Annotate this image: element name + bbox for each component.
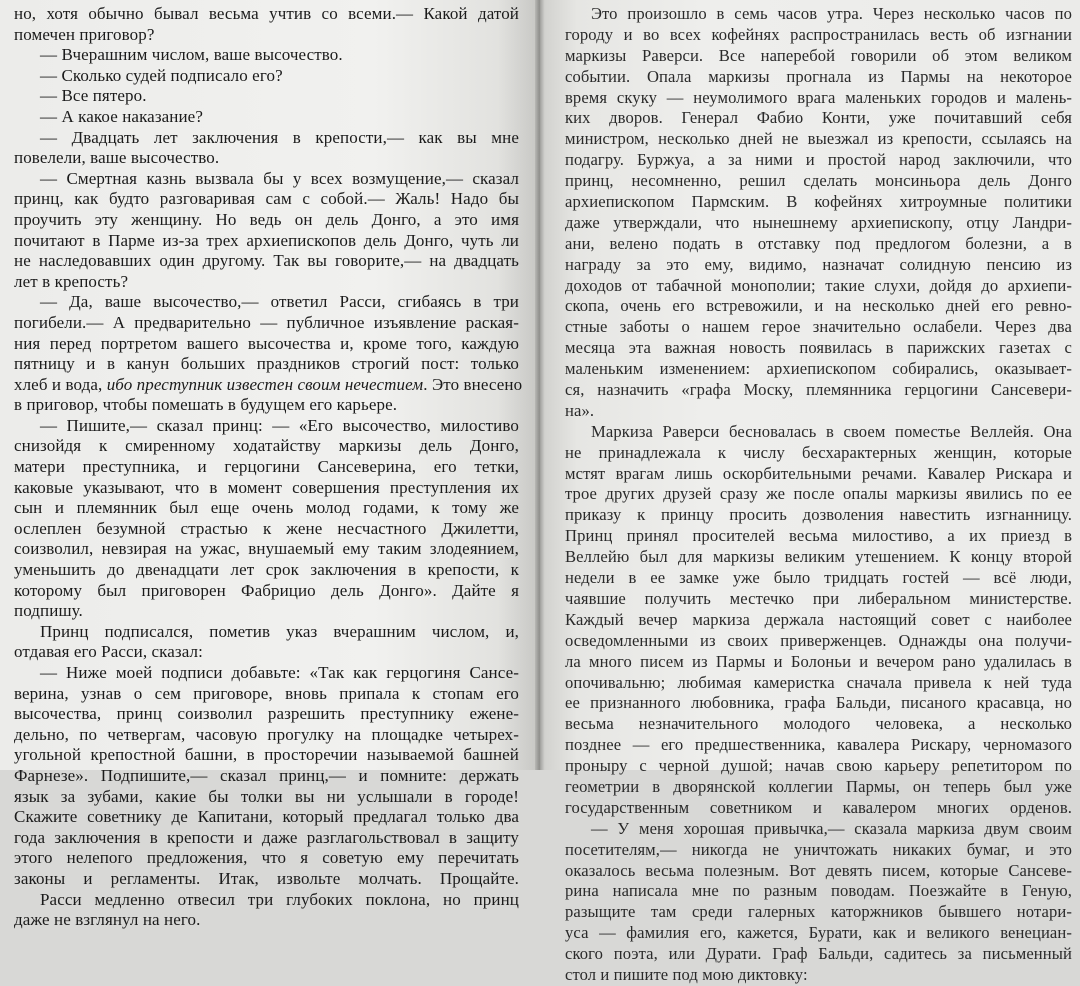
text-line: снизойдя к смиренному ходатайству маркизы дель Донго,: [14, 436, 519, 456]
text-line: ла много писем из Пармы и Болоньи и вечером рано удалилась в: [565, 651, 1072, 671]
text-line: Каждый вечер маркиза держала настоящий совет с наиболее: [565, 609, 1072, 629]
text-line: ких дворов. Генерал Фабио Конти, уже почитавший себя: [565, 108, 1072, 128]
text-line: — А какое наказание?: [40, 106, 203, 126]
text-line: высочества, принц соизволил разрешить преступнику еженe-: [14, 704, 519, 724]
text-line: принц, как будто разговаривая сам с собой.— Жаль! Надо бы: [14, 189, 519, 209]
text-line: мстят врагам лишь оскорбительными речами. Кавалер Рискара и: [565, 463, 1072, 483]
text-line: лет в крепость?: [14, 271, 129, 291]
text-line: Принц подписался, пометив указ вчерашним числом, и,: [40, 621, 519, 641]
text-line: министром, несколько дней не выезжал из крепости, ссылаясь на: [565, 129, 1072, 149]
text-line: опочивальню; любимая камеристка сначала привела к ней туда: [565, 672, 1072, 692]
text-line: каковые указывают, что в момент совершения преступления их: [14, 477, 519, 497]
text-line: Веллейю был для маркизы великим утешением. К концу второй: [565, 547, 1072, 567]
text-line: — Да, ваше высочество,— ответил Расси, сгибаясь в три: [40, 292, 519, 312]
text-line: оказалось весьма полезным. Вот девять писем, которые Сансеве-: [565, 860, 1072, 880]
text-line: позднее — его предшественника, кавалера Рискару, черномазого: [565, 735, 1072, 755]
text-line: но, хотя обычно бывал весьма учтив со всеми.— Какой датой: [14, 4, 519, 23]
text-line: даже не взглянул на него.: [14, 910, 201, 930]
text-line: года заключения в крепости и даже разглагольствовал в защиту: [14, 827, 519, 847]
text-line: геометрии в дворянской коллегии Пармы, он теперь был уже: [565, 776, 1072, 796]
left-page: [0, 0, 535, 930]
text-line: верина, узнав о сем приговоре, вновь припала к стопам его: [14, 683, 519, 703]
text-line: принц, несомненно, решил сделать монсиньора дель Донго: [565, 171, 1072, 191]
text-line: угольной крепостной башни, в просторечии называемой башней: [14, 745, 519, 765]
text-line: маленьким изменением: архиепископом собирались, оказывает-: [565, 359, 1072, 379]
text-segment: . Это внесено: [423, 374, 523, 394]
text-line: соизволил, невзирая на ужас, внушаемый ему таким злодеянием,: [14, 539, 519, 559]
text-line: сын и племянник был еще очень молод годами, к тому же: [14, 498, 519, 518]
text-line: ся, назначить «графа Моску, племянника герцогини Сансевери-: [565, 380, 1072, 400]
text-line: подагру. Буржуа, а за ними и простой народ заключили, что: [565, 150, 1072, 170]
text-line: не наследовавших один другому. Так вы говорите,— на двадцать: [14, 251, 519, 271]
text-line: месяца эта важная новость появилась в парижских газетах с: [565, 338, 1072, 358]
text-line: [14, 374, 523, 396]
text-line: чаявшие получить местечко при либеральном министерстве.: [565, 588, 1072, 608]
text-line: награду за это ему, видимо, назначат солидную пенсию из: [565, 254, 1072, 274]
text-line: погибели.— А предварительно — публичное изъявление раская-: [14, 312, 519, 332]
text-line: городу и во всех кофейнях распространилась весть об изгнании: [565, 24, 1072, 44]
text-line: ее признанного любовника, графа Бальди, писаного красавца, но: [565, 693, 1072, 713]
text-line: — Вчерашним числом, ваше высочество.: [40, 45, 343, 65]
text-line: приказу к принцу просить дозволения навестить изгнанницу.: [565, 505, 1072, 525]
text-line: ния перед портретом вашего высочества и, кроме того, каждую: [14, 333, 519, 353]
text-line: доходов от табачной монополии; такие слухи, дойдя до архиепи-: [565, 275, 1072, 295]
text-line: — Все пятеро.: [40, 86, 147, 106]
text-line: весьма незначительного молодого человека, а несколько: [565, 714, 1072, 734]
text-line: не принадлежала к числу бесхарактерных женщин, которые: [565, 442, 1072, 462]
text-line: подпишу.: [14, 601, 83, 621]
text-line: скопа, очень его встревожили, и на несколько дней его ревно-: [565, 296, 1072, 316]
text-line: осведомленными из своих приверженцев. Однажды она получи-: [565, 630, 1072, 650]
text-line: в приговор, чтобы помешать в будущем его карьере.: [14, 395, 398, 415]
text-line: ани, велено подать в отставку под предлогом болезни, а в: [565, 233, 1072, 253]
text-line: разыщите там среди галерных каторжников бывшего нотари-: [565, 902, 1072, 922]
text-line: — У меня хорошая привычка,— сказала маркиза двум своим: [591, 818, 1072, 838]
text-line: — Смертная казнь вызвала бы у всех возмущение,— сказал: [40, 168, 519, 188]
text-line: законы и регламенты. Итак, извольте молчать. Прощайте.: [14, 868, 519, 888]
text-line: которому был приговорен Фабрицио дель Донго». Дайте я: [14, 580, 519, 600]
text-line: на».: [565, 400, 595, 420]
text-line: — Пишите,— сказал принц: — «Его высочество, милостиво: [40, 415, 519, 435]
text-line: Маркиза Раверси бесновалась в своем поместье Веллейя. Она: [591, 421, 1072, 441]
text-line: отдавая его Расси, сказал:: [14, 642, 203, 662]
text-line: посетителям,— никогда не уничтожать никаких бумаг, и это: [565, 839, 1072, 859]
text-line: маркизы Раверси. Все наперебой говорили об этом великом: [565, 45, 1072, 65]
text-line: событии. Опала маркизы прогнала из Пармы на некоторое: [565, 66, 1072, 86]
text-line: — Ниже моей подписи добавьте: «Так как герцогиня Сансе-: [40, 663, 519, 682]
text-line: стол и пишите под мою диктовку:: [565, 964, 808, 984]
text-line: — Сколько судей подписало его?: [40, 65, 283, 85]
text-line: Это произошло в семь часов утра. Через несколько часов по: [591, 4, 1072, 23]
text-line: помечен приговор?: [14, 24, 155, 44]
text-line: даже утверждали, что нынешнему архиепископу, отцу Ландри-: [565, 212, 1072, 232]
text-line: уса — фамилия его, кажется, Бурати, как и великого венециан-: [565, 923, 1072, 943]
text-line: — Двадцать лет заключения в крепости,— как вы мне: [40, 127, 519, 147]
right-page: [545, 0, 1080, 984]
text-line: государственным советником и кавалером многих орденов.: [565, 797, 1072, 817]
text-segment: хлеб и вода,: [14, 374, 107, 394]
text-line: архиепископом Пармским. В кофейнях хитроумные политики: [565, 192, 1072, 212]
text-line: стные заботы о нашем герое значительно ослабели. Через два: [565, 317, 1072, 337]
text-line: этого нелепого предложения, что я советую ему перечитать: [14, 848, 519, 868]
text-line: пятницу и в канун больших праздников строгий пост: только: [14, 354, 519, 374]
text-line: Принц принял просителей весьма милостиво, а их приезд в: [565, 526, 1072, 546]
text-line: уменьшить до двенадцати лет срок заключения в крепости, к: [14, 560, 519, 580]
text-line: Фарнезе». Подпишите,— сказал принц,— и помните: держать: [14, 765, 519, 785]
text-line: матери преступника, и герцогини Сансеверина, его тетки,: [14, 457, 519, 477]
text-line: почитают в Парме из-за трех архиепископов дель Донго, чуть ли: [14, 230, 519, 250]
text-line: проучить эту женщину. Но ведь он дель Донго, а это имя: [14, 209, 519, 229]
text-line: рина написала мне по разным поводам. Поезжайте в Геную,: [565, 881, 1072, 901]
text-line: проныру с черной душой; начав свою карьеру репетитором по: [565, 756, 1072, 776]
text-line: ослеплен безумной страстью к жене несчастного Джилетти,: [14, 518, 519, 538]
text-line: трое других друзей сразу же после опалы маркизы явились по ее: [565, 484, 1072, 504]
text-line: повелели, ваше высочество.: [14, 148, 220, 168]
italic-phrase: ибо преступник известен своим нечестием: [106, 374, 424, 394]
text-line: ского поэта, или Дурати. Граф Бальди, садитесь за письменный: [565, 944, 1072, 964]
text-line: дельно, по четвергам, часовую прогулку на площадке четырех-: [14, 724, 519, 744]
text-line: время скуку — неумолимого врага маленьких городов и малень-: [565, 87, 1072, 107]
book-gutter: [535, 0, 545, 770]
text-line: язык за зубами, какие бы толки вы ни услышали в городе!: [14, 786, 519, 806]
text-line: Расси медленно отвесил три глубоких поклона, но принц: [40, 889, 519, 909]
text-line: недели в ее замке уже было тридцать гостей — всё люди,: [565, 568, 1072, 588]
text-line: Скажите советнику де Капитани, который предлагал только два: [14, 807, 519, 827]
